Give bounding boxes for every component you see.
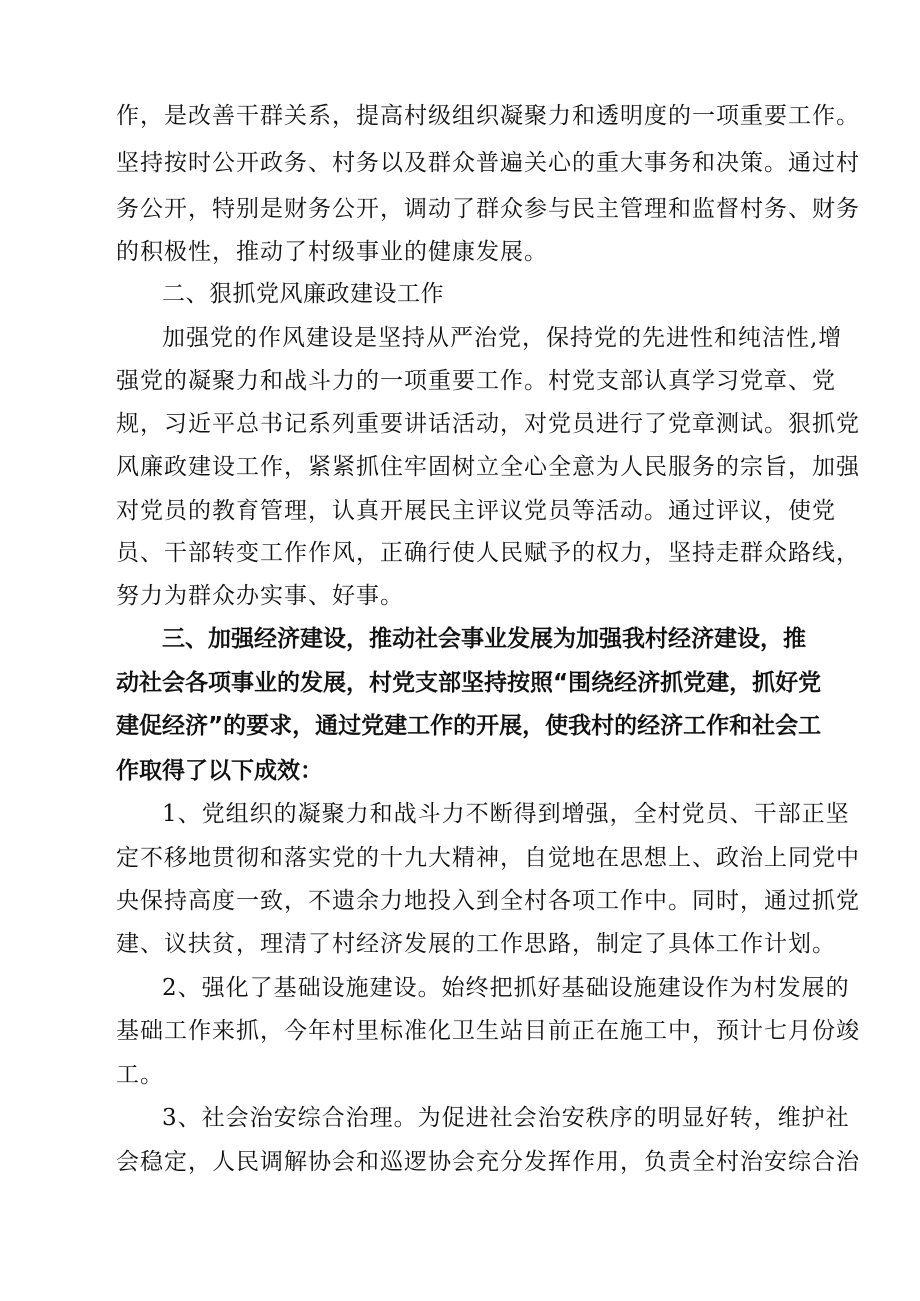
paragraph-line: 1、党组织的凝聚力和战斗力不断得到增强，全村党员、干部正坚 [162, 801, 850, 827]
paragraph-line: 努力为群众办实事、好事。 [116, 583, 404, 609]
paragraph-line: 作，是改善干群关系，提高村级组织凝聚力和透明度的一项重要工作。 [116, 103, 860, 129]
paragraph-line: 动社会各项事业的发展，村党支部坚持按照“围绕经济抓党建，抓好党 [116, 670, 822, 696]
paragraph-line: 员、干部转变工作作风，正确行使人民赋予的权力，坚持走群众路线， [116, 540, 860, 566]
paragraph-line: 务公开，特别是财务公开，调动了群众参与民主管理和监督村务、财务 [116, 196, 860, 222]
paragraph-line: 的积极性，推动了村级事业的健康发展。 [116, 239, 548, 265]
paragraph-line: 定不移地贯彻和落实党的十九大精神，自觉地在思想上、政治上同党中 [116, 845, 860, 871]
paragraph-line: 坚持按时公开政务、村务以及群众普遍关心的重大事务和决策。通过村 [116, 150, 860, 176]
paragraph-line: 2、强化了基础设施建设。始终把抓好基础设施建设作为村发展的 [162, 975, 850, 1001]
paragraph-line: 基础工作来抓，今年村里标准化卫生站目前正在施工中，预计七月份竣 [116, 1018, 860, 1044]
section-heading-2: 二、狠抓党风廉政建设工作 [162, 281, 444, 307]
paragraph-line: 强党的凝聚力和战斗力的一项重要工作。村党支部认真学习党章、党 [116, 368, 836, 394]
paragraph-line: 规，习近平总书记系列重要讲话活动，对党员进行了党章测试。狠抓党 [116, 411, 860, 437]
section-heading-3: 三、加强经济建设，推动社会事业发展为加强我村经济建设，推 [162, 626, 806, 652]
paragraph-line: 建促经济”的要求，通过党建工作的开展，使我村的经济工作和社会工 [116, 713, 822, 739]
paragraph-line: 工。 [116, 1062, 164, 1088]
paragraph-line: 建、议扶贫，理清了村经济发展的工作思路，制定了具体工作计划。 [116, 931, 836, 957]
paragraph-line: 风廉政建设工作，紧紧抓住牢固树立全心全意为人民服务的宗旨，加强 [116, 454, 860, 480]
paragraph-line: 加强党的作风建设是坚持从严治党，保持党的先进性和纯洁性,增 [162, 325, 843, 351]
paragraph-line: 会稳定，人民调解协会和巡逻协会充分发挥作用，负责全村治安综合治 [116, 1149, 860, 1175]
paragraph-line: 3、社会治安综合治理。为促进社会治安秩序的明显好转，维护社 [162, 1105, 850, 1131]
paragraph-line: 作取得了以下成效： [116, 758, 323, 784]
paragraph-line: 对党员的教育管理，认真开展民主评议党员等活动。通过评议，使党 [116, 498, 836, 524]
paragraph-line: 央保持高度一致，不遗余力地投入到全村各项工作中。同时，通过抓党 [116, 888, 860, 914]
